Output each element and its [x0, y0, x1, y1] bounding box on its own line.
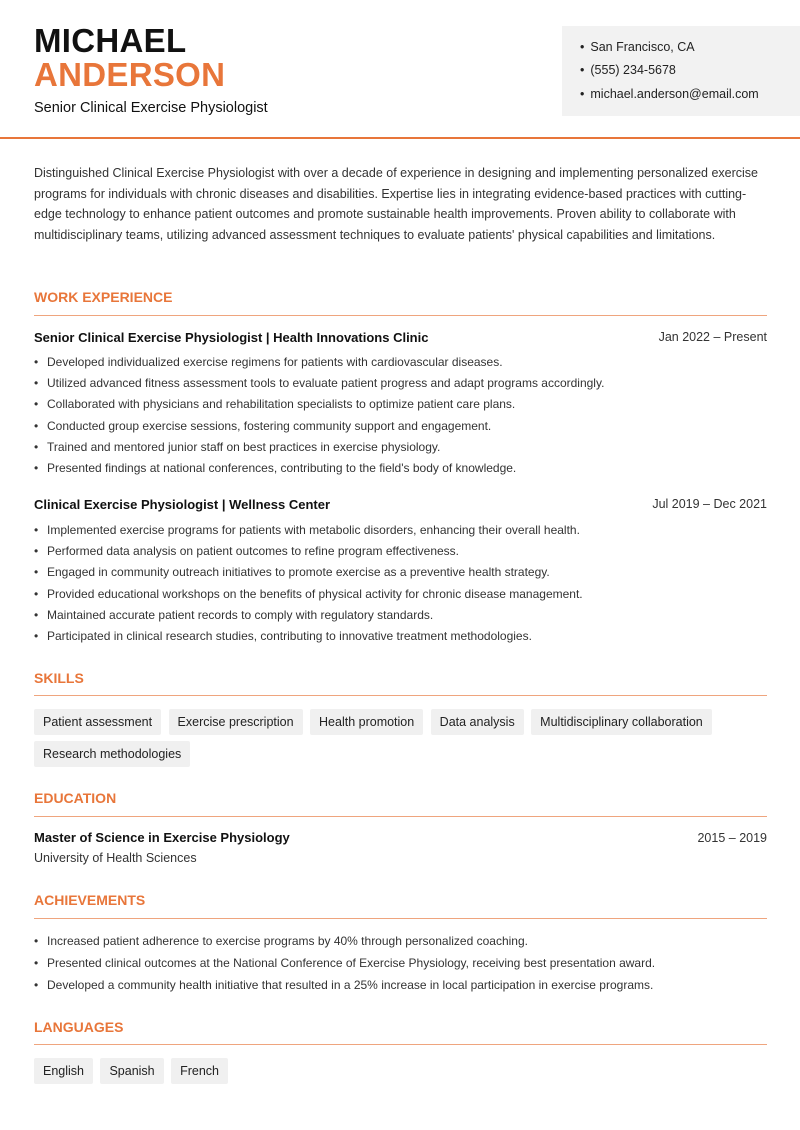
section-divider — [34, 918, 767, 919]
language-chip: English — [34, 1058, 93, 1084]
skill-chip: Multidisciplinary collaboration — [531, 709, 712, 735]
summary-paragraph: Distinguished Clinical Exercise Physiologist with over a decade of experience in designing and implementing personalized exercise programs for individuals with chronic diseases and disabilities. Expertise lies in integrating evidence-based practices with cutting-edge technology to enhance patient outcomes and promote sustainable health improvements. Proven ability to collaborate with multidisciplinary teams, utilizing advanced assessment techniques to evaluate patients' physical capabilities and limitations. — [34, 166, 759, 242]
section-divider — [34, 1044, 767, 1045]
list-item: • Utilized advanced fitness assessment tools to evaluate patient progress and adapt programs accordingly. — [34, 373, 774, 394]
language-chip: French — [171, 1058, 228, 1084]
list-item: • Trained and mentored junior staff on best practices in exercise physiology. — [34, 437, 774, 458]
contact-phone: • (555) 234-5678 — [580, 63, 676, 77]
education-heading: EDUCATION — [34, 790, 117, 806]
contact-email: • michael.anderson@email.com — [580, 87, 759, 101]
list-item: • Presented findings at national conferences, contributing to the field's body of knowledge. — [34, 458, 774, 479]
skill-chip: Data analysis — [431, 709, 524, 735]
contact-location: • San Francisco, CA — [580, 40, 695, 54]
list-item: • Implemented exercise programs for patients with metabolic disorders, enhancing their overall health. — [34, 520, 774, 541]
achievements-list — [34, 930, 774, 996]
list-item: • Performed data analysis on patient outcomes to refine program effectiveness. — [34, 541, 774, 562]
school-name: University of Health Sciences — [34, 851, 197, 865]
languages-list — [34, 1058, 774, 1090]
education-dates: 2015 – 2019 — [697, 831, 767, 845]
list-item: • Collaborated with physicians and rehabilitation specialists to optimize patient care plans. — [34, 394, 774, 415]
list-item: • Presented clinical outcomes at the National Conference of Exercise Physiology, receiving best presentation award. — [34, 952, 774, 974]
first-name: MICHAEL — [34, 22, 187, 59]
skill-chip: Exercise prescription — [169, 709, 303, 735]
skills-list — [34, 709, 774, 773]
last-name: ANDERSON — [34, 56, 226, 93]
list-item: • Engaged in community outreach initiatives to promote exercise as a preventive health strategy. — [34, 562, 774, 583]
section-divider — [34, 315, 767, 316]
skill-chip: Research methodologies — [34, 741, 190, 767]
skill-chip: Patient assessment — [34, 709, 161, 735]
languages-heading: LANGUAGES — [34, 1019, 124, 1035]
section-divider — [34, 816, 767, 817]
job-title-1: Senior Clinical Exercise Physiologist | Health Innovations Clinic — [34, 330, 429, 345]
list-item: • Developed a community health initiative that resulted in a 25% increase in local participation in exercise programs. — [34, 974, 774, 996]
skill-chip: Health promotion — [310, 709, 423, 735]
job-title-2: Clinical Exercise Physiologist | Wellness Center — [34, 497, 331, 512]
work-experience-heading: WORK EXPERIENCE — [34, 289, 173, 305]
list-item: • Maintained accurate patient records to comply with regulatory standards. — [34, 605, 774, 626]
contact-box — [562, 26, 800, 116]
section-divider — [34, 695, 767, 696]
job-bullets-1 — [34, 352, 774, 479]
skills-heading: SKILLS — [34, 670, 84, 686]
list-item: • Increased patient adherence to exercise programs by 40% through personalized coaching. — [34, 930, 774, 952]
job-bullets-2 — [34, 520, 774, 647]
job-dates-1: Jan 2022 – Present — [658, 330, 767, 344]
job-dates-2: Jul 2019 – Dec 2021 — [652, 497, 767, 511]
list-item: • Developed individualized exercise regimens for patients with cardiovascular diseases. — [34, 352, 774, 373]
achievements-heading: ACHIEVEMENTS — [34, 892, 146, 908]
list-item: • Conducted group exercise sessions, fostering community support and engagement. — [34, 416, 774, 437]
list-item: • Participated in clinical research studies, contributing to innovative treatment methodologies. — [34, 626, 774, 647]
resume-header — [0, 0, 800, 139]
degree-title: Master of Science in Exercise Physiology — [34, 830, 290, 845]
job-title: Senior Clinical Exercise Physiologist — [34, 100, 268, 116]
language-chip: Spanish — [100, 1058, 163, 1084]
list-item: • Provided educational workshops on the benefits of physical activity for chronic disease management. — [34, 584, 774, 605]
